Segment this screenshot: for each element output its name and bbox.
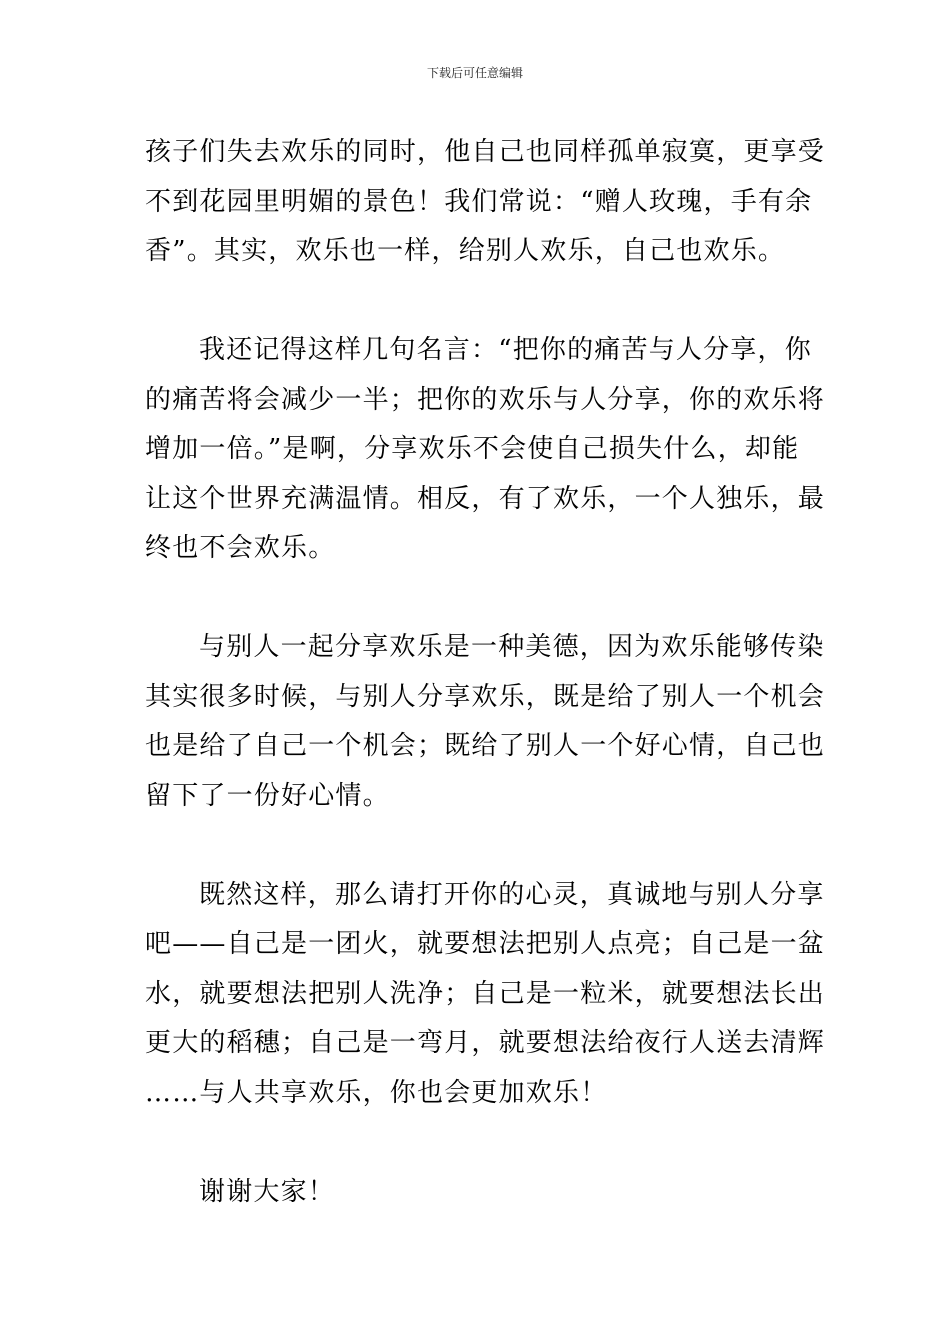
paragraph-line: 吧——自己是一团火，就要想法把别人点亮；自己是一盆 <box>145 929 826 959</box>
paragraph-line: 让这个世界充满温情。相反，有了欢乐，一个人独乐，最 <box>145 483 826 514</box>
document-body <box>145 128 826 1217</box>
paragraph-line: 我还记得这样几句名言：“把你的痛苦与人分享，你 <box>199 335 812 365</box>
paragraph-spacer <box>145 821 810 871</box>
paragraph-1 <box>145 128 826 277</box>
paragraph-spacer <box>145 277 810 327</box>
paragraph-line: 与别人一起分享欢乐是一种美德，因为欢乐能够传染 <box>199 632 825 662</box>
paragraph-line: 其实很多时候，与别人分享欢乐，既是给了别人一个机会 <box>145 681 826 712</box>
paragraph-line: 既然这样，那么请打开你的心灵，真诚地与别人分享 <box>199 879 825 910</box>
paragraph-5 <box>145 1168 810 1218</box>
paragraph-line: 增加一倍。”是啊，分享欢乐不会使自己损失什么，却能 <box>145 434 800 464</box>
paragraph-line: 不到花园里明媚的景色！我们常说：“赠人玫瑰，手有余 <box>145 186 813 217</box>
paragraph-line: 水，就要想法把别人洗净；自己是一粒米，就要想法长出 <box>145 978 826 1009</box>
page-header: 下载后可任意编辑 <box>426 66 523 80</box>
paragraph-line: 香”。其实，欢乐也一样，给别人欢乐，自己也欢乐。 <box>145 236 786 266</box>
paragraph-line: ……与人共享欢乐，你也会更加欢乐！ <box>145 1077 608 1108</box>
closing-line: 谢谢大家！ <box>199 1176 336 1207</box>
paragraph-line: 更大的稻穗；自己是一弯月，就要想法给夜行人送去清辉 <box>145 1028 826 1058</box>
paragraph-line: 的痛苦将会减少一半；把你的欢乐与人分享，你的欢乐将 <box>145 384 826 415</box>
paragraph-line: 留下了一份好心情。 <box>145 780 390 811</box>
paragraph-spacer <box>145 574 810 624</box>
paragraph-4 <box>145 871 826 1119</box>
paragraph-2 <box>145 326 826 574</box>
paragraph-line: 孩子们失去欢乐的同时，他自己也同样孤单寂寞，更享受 <box>145 137 826 167</box>
paragraph-line: 终也不会欢乐。 <box>145 533 336 563</box>
paragraph-line: 也是给了自己一个机会；既给了别人一个好心情，自己也 <box>145 731 826 761</box>
paragraph-spacer <box>145 1118 810 1168</box>
paragraph-3 <box>145 623 826 821</box>
